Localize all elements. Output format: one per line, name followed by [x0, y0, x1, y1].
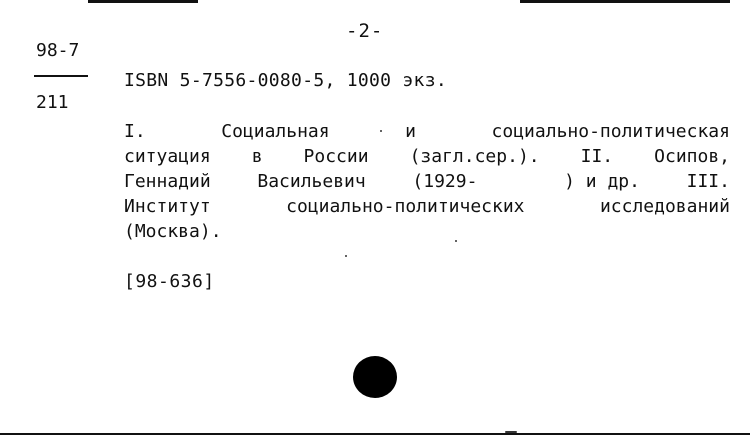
punch-hole	[353, 356, 397, 398]
notes-word: I.	[124, 121, 146, 142]
notes-word: Институт	[124, 196, 211, 217]
isbn-line: ISBN 5-7556-0080-5, 1000 экз.	[124, 70, 447, 91]
notes-word: (загл.сер.).	[409, 146, 540, 167]
notes-word: III.	[686, 171, 730, 192]
top-edge-mark	[88, 0, 198, 3]
notes-word: Осипов,	[654, 146, 730, 167]
notes-word: и	[405, 121, 416, 142]
notes-word: Геннадий	[124, 171, 211, 192]
notes-line	[124, 144, 730, 169]
classification-top: 98-7	[36, 40, 80, 61]
notes-word: социально-политическая	[491, 121, 730, 142]
notes-word: II.	[580, 146, 614, 167]
bibliographic-notes	[124, 119, 730, 244]
notes-word: (1929- ) и др.	[412, 171, 640, 192]
notes-word: в	[251, 146, 263, 167]
notes-line	[124, 169, 730, 194]
page-number: -2-	[346, 20, 384, 42]
classification-bottom: 211	[36, 92, 69, 113]
notes-word: Васильевич	[257, 171, 366, 192]
notes-line	[124, 119, 730, 144]
top-edge-mark	[520, 0, 730, 3]
card-bottom-edge	[0, 433, 750, 435]
ink-speck	[345, 255, 347, 257]
notes-word: России	[303, 146, 369, 167]
notes-word: Социальная	[221, 121, 330, 142]
notes-word: исследований	[599, 196, 730, 217]
ink-speck	[380, 130, 382, 132]
catalog-number: [98-636]	[124, 271, 215, 292]
notes-word: социально-политических	[286, 196, 525, 217]
notes-line	[124, 194, 730, 219]
notes-line	[124, 219, 730, 244]
notes-word: (Москва).	[124, 221, 222, 242]
ink-speck	[455, 240, 457, 242]
notes-word: ситуация	[124, 146, 211, 167]
classification-divider	[34, 75, 88, 77]
